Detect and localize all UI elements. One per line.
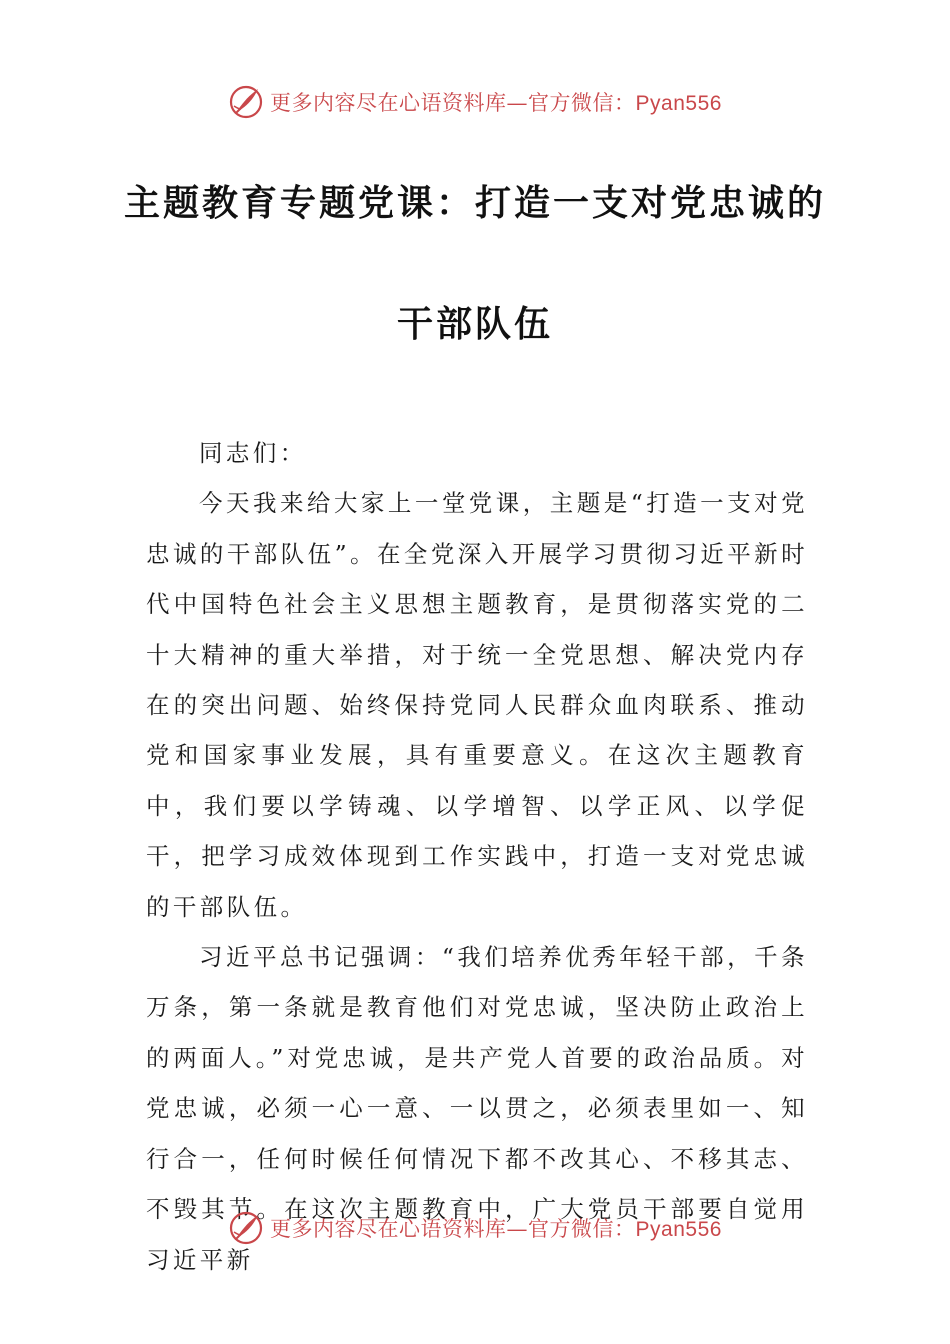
- quill-pen-logo-icon: [228, 84, 264, 120]
- document-title-line-2: 干部队伍: [396, 304, 553, 345]
- header-watermark: [0, 82, 950, 122]
- watermark-text: 更多内容尽在心语资料库—官方微信：Pyan556: [270, 91, 722, 115]
- quill-pen-logo-icon: [228, 1210, 264, 1246]
- watermark-handle: Pyan556: [635, 92, 722, 115]
- paragraph-salutation: 同志们：: [199, 439, 307, 467]
- paragraph: 今天我来给大家上一堂党课，主题是“打造一支对党忠诚的干部队伍”。在全党深入开展学习贯彻习近平新时代中国特色社会主义思想主题教育，是贯彻落实党的二十大精神的重大举措，对于统一全党思想、解决党内存在的突出问题、始终保持党同人民群众血肉联系、推动党和国家事业发展，具有重要意义。在这次主题教育中，我们要以学铸魂、以学增智、以学正风、以学促干，把学习成效体现到工作实践中，打造一支对党忠诚的干部队伍。: [146, 489, 808, 921]
- watermark-handle: Pyan556: [635, 1218, 722, 1241]
- footer-watermark: [0, 1208, 950, 1248]
- document-body: [146, 428, 808, 1285]
- paragraph: 习近平总书记强调：“我们培养优秀年轻干部，千条万条，第一条就是教育他们对党忠诚，坚决防止政治上的两面人。”对党忠诚，是共产党人首要的政治品质。对党忠诚，必须一心一意、一以贯之，必须表里如一、知行合一，任何时候任何情况下都不改其心、不移其志、不毁其节。在这次主题教育中，广大党员干部要自觉用习近平新: [146, 943, 808, 1274]
- watermark-text: 更多内容尽在心语资料库—官方微信：Pyan556: [270, 1217, 722, 1241]
- document-title-line-1: 主题教育专题党课：打造一支对党忠诚的: [123, 183, 826, 224]
